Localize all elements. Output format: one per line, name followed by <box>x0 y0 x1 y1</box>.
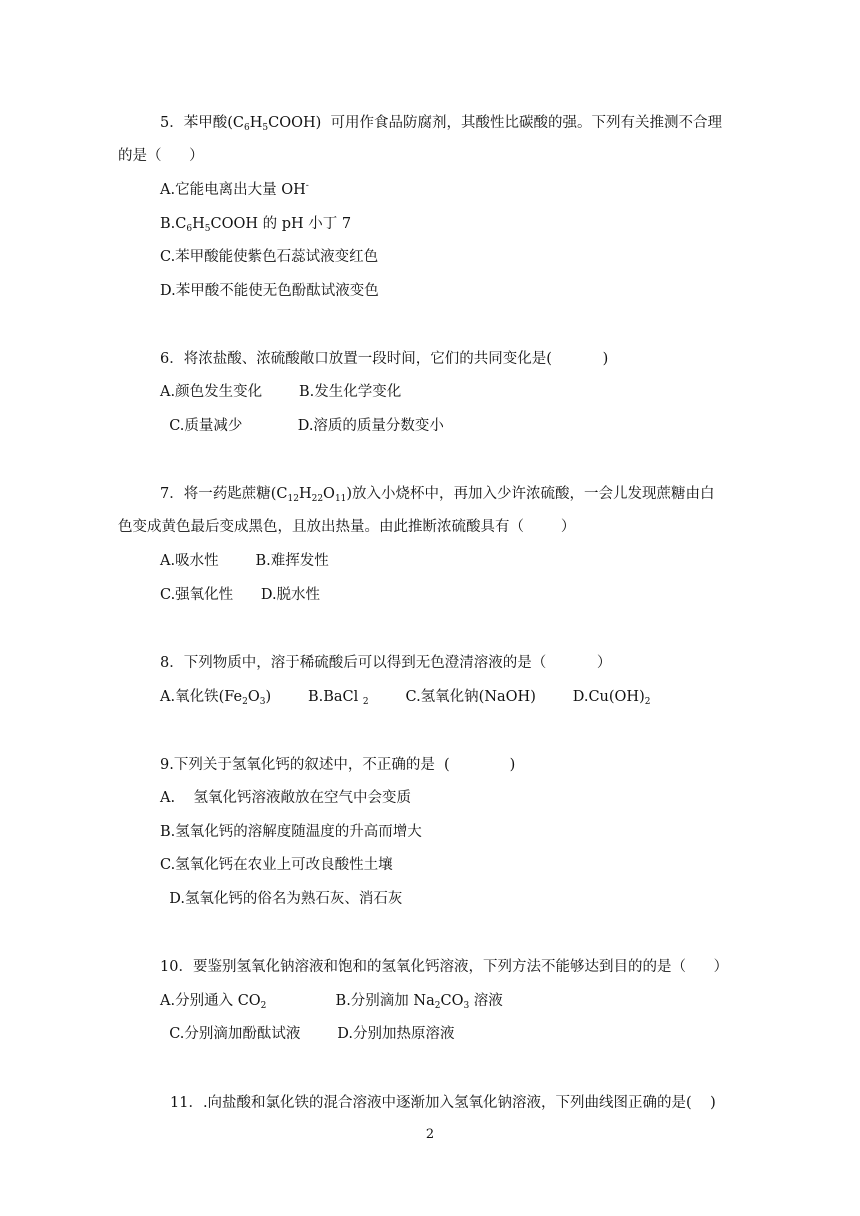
question-7-stem-line2: 色变成黄色最后变成黑色，且放出热量。由此推断浓硫酸具有（ ） <box>118 519 576 535</box>
question-9-stem: 9.下列关于氢氧化钙的叙述中，不正确的是 ( ) <box>160 757 516 773</box>
question-7-stem: 7．将一药匙蔗糖$(C_{12}H_{22}O_{11})$放入小烧杯中，再加入少许浓硫酸，一会儿发现蔗糖由白 <box>160 486 715 504</box>
question-5-stem-line2: 的是（ ） <box>118 148 204 164</box>
question-11-stem: 11．.向盐酸和氯化铁的混合溶液中逐渐加入氢氧化钠溶液，下列曲线图正确的是( ) <box>170 1095 716 1111</box>
page-number: 2 <box>425 1127 435 1142</box>
question-7-options-line2: C.强氧化性 D.脱水性 <box>160 587 321 603</box>
question-9-option-c: C.氢氧化钙在农业上可改良酸性土壤 <box>160 857 393 873</box>
question-10-stem: 10．要鉴别氢氧化钠溶液和饱和的氢氧化钙溶液，下列方法不能够达到目的的是（ ） <box>160 959 729 975</box>
question-10-options-line1: A.分别通入 $CO_2$ B.分别滴加 $Na_2CO_3$ 溶液 <box>160 993 503 1011</box>
question-9-option-b: B.氢氧化钙的溶解度随温度的升高而增大 <box>160 824 422 840</box>
question-6-options-line1: A.颜色发生变化 B.发生化学变化 <box>160 384 402 400</box>
question-5-option-b: $B.C_6H_5COOH$ 的 pH 小丁 7 <box>160 216 352 234</box>
question-6-stem: 6．将浓盐酸、浓硫酸敞口放置一段时间，它们的共同变化是( ) <box>160 351 609 367</box>
question-9-option-d: D.氢氧化钙的俗名为熟石灰、消石灰 <box>160 891 403 907</box>
question-5-option-c: C.苯甲酸能使紫色石蕊试液变红色 <box>160 249 379 265</box>
question-5-option-d: D.苯甲酸不能使无色酚酞试液变色 <box>160 283 379 299</box>
question-5-stem: 5．苯甲酸$(C_6H_5COOH)$ 可用作食品防腐剂，其酸性比碳酸的强。下列有关推测不合理 <box>160 115 722 133</box>
question-6-options-line2: C.质量减少 D.溶质的质量分数变小 <box>160 418 444 434</box>
question-10-options-line2: C.分别滴加酚酞试液 D.分别加热原溶液 <box>160 1026 455 1042</box>
question-9-option-a: A. 氢氧化钙溶液敞放在空气中会变质 <box>160 790 412 806</box>
question-5-option-a: A.它能电离出大量 OH- <box>160 181 309 198</box>
question-8-stem: 8．下列物质中，溶于稀硫酸后可以得到无色澄清溶液的是（ ） <box>160 655 612 671</box>
question-7-options-line1: A.吸水性 B.难挥发性 <box>160 553 329 569</box>
question-8-options: A.氧化铁$(Fe_2O_3)$ B.BaCl $_2$ C.氢氧化钠(NaOH) $D.Cu(OH)_2$ <box>160 689 651 707</box>
